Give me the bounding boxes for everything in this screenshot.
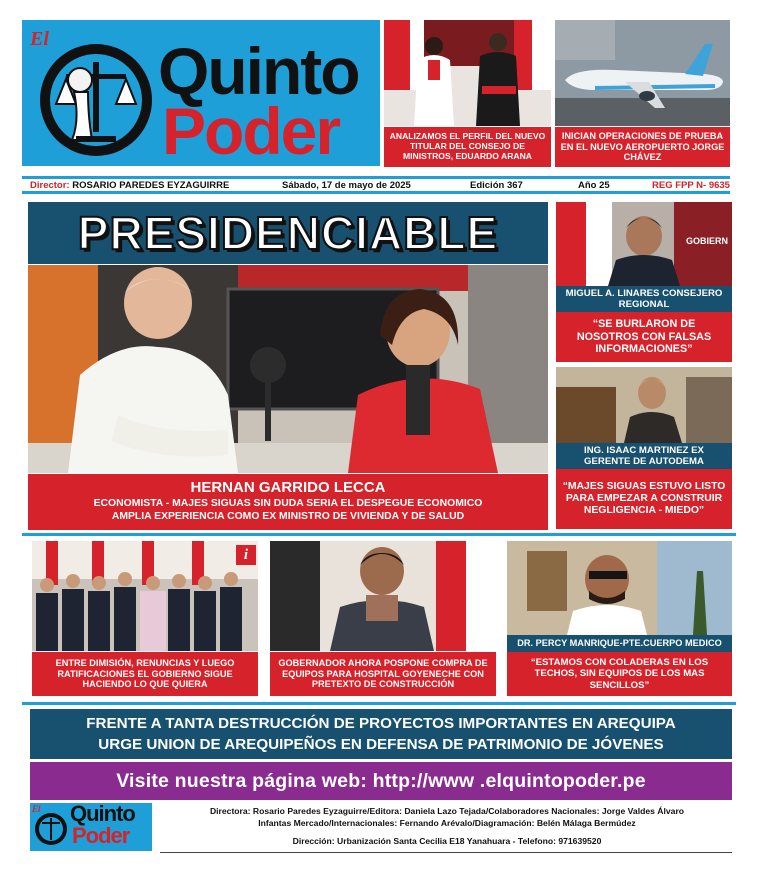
- bottom-story-photo-2: [270, 541, 496, 651]
- doctor-photo-icon: [507, 541, 732, 635]
- website-banner[interactable]: [30, 762, 732, 800]
- footer-credits: [160, 805, 734, 829]
- top-story-photo-1: [384, 20, 551, 126]
- website-banner-text[interactable]: Visite nuestra página web: http://www .elquintopoder.pe: [116, 769, 646, 792]
- side-story-quote-2: “MAJES SIGUAS ESTUVO LISTO PARA EMPEZAR A CONSTRUIR NEGLIGENCIA - MIEDO”: [556, 469, 732, 529]
- footer-credits-line-1: Directora: Rosario Paredes Eyzaguirre/Editora: Daniela Lazo Tejada/Colaboradores Nacionales: Jorge Valdes Álvaro: [209, 806, 685, 816]
- registration-number: REG FPP N- 9635: [652, 179, 730, 191]
- headline-line-1: FRENTE A TANTA DESTRUCCIÓN DE PROYECTOS IMPORTANTES EN AREQUIPA: [86, 715, 676, 732]
- top-story-photo-2: [555, 20, 730, 126]
- lead-caption: [28, 474, 548, 530]
- logo-el-text: El: [30, 28, 49, 50]
- bottom-story-photo-3: [507, 541, 732, 635]
- justice-emblem-icon: [36, 40, 156, 160]
- section-divider-2: [22, 702, 736, 705]
- lead-line-1: ECONOMISTA - MAJES SIGUAS SIN DUDA SERIA EL DESPEGUE ECONOMICO: [93, 498, 483, 509]
- lead-photo: [28, 265, 548, 473]
- bottom-story-quote-3: “ESTAMOS CON COLADERAS EN LOS TECHOS, SIN EQUIPOS DE LOS MAS SENCILLOS”: [507, 652, 732, 696]
- interview-photo-icon: [28, 265, 548, 473]
- top-story-caption-2: INICIAN OPERACIONES DE PRUEBA EN EL NUEVO AEROPUERTO JORGE CHÁVEZ: [555, 127, 730, 167]
- footer-logo-quinto: Quinto: [70, 803, 135, 826]
- governor-photo-icon: [270, 541, 496, 651]
- footer-logo: [30, 803, 152, 851]
- side-story-quote-1: “SE BURLARON DE NOSOTROS CON FALSAS INFORMACIONES”: [556, 312, 732, 362]
- side-story-photo-1: [556, 202, 732, 286]
- bottom-story-name-3: DR. PERCY MANRIQUE-PTE.CUERPO MEDICO: [507, 635, 732, 652]
- top-story-caption-1: ANALIZAMOS EL PERFIL DEL NUEVO TITULAR DEL CONSEJO DE MINISTROS, EDUARDO ARANA: [384, 127, 551, 167]
- side-story-name-1: MIGUEL A. LINARES CONSEJERO REGIONAL: [556, 286, 732, 312]
- logo-quinto-text: Quinto: [158, 34, 359, 108]
- bottom-story-caption-2: GOBERNADOR AHORA POSPONE COMPRA DE EQUIPOS PARA HOSPITAL GOYENECHE CON PRETEXTO DE CONSTRUCCIÓN: [270, 652, 496, 696]
- footer-credits-line-2: Infantas Mercado/Internacionales: Fernando Arévalo/Diagramación: Belén Málaga Bermúdez: [258, 818, 636, 828]
- section-divider: [22, 533, 736, 536]
- engineer-photo-icon: [556, 367, 732, 443]
- lead-line-2: AMPLIA EXPERIENCIA COMO EX MINISTRO DE VIVIENDA Y DE SALUD: [111, 511, 465, 522]
- issue-date: Sábado, 17 de mayo de 2025: [282, 179, 411, 191]
- footer-logo-el: El: [32, 804, 41, 814]
- lead-banner: [28, 202, 548, 264]
- lead-person-name: HERNAN GARRIDO LECCA: [190, 479, 386, 496]
- director-info: [30, 180, 229, 191]
- footer-address: Dirección: Urbanización Santa Cecilia E18 Yanahuara - Telefono: 971639520: [292, 836, 602, 846]
- bottom-story-photo-1: [32, 541, 258, 651]
- info-bar: [22, 176, 730, 194]
- side-story-name-2: ING. ISAAC MARTINEZ EX GERENTE DE AUTODEMA: [556, 443, 732, 469]
- footer-emblem-icon: [33, 811, 69, 847]
- side-photo-text: GOBIERN: [685, 236, 728, 246]
- airplane-photo-icon: [555, 20, 730, 126]
- footer-logo-poder: Poder: [72, 823, 130, 848]
- headline-line-2: URGE UNION DE AREQUIPEÑOS EN DEFENSA DE PATRIMONIO DE JÓVENES: [98, 736, 664, 753]
- logo-poder-text: Poder: [162, 94, 340, 166]
- director-label: Director:: [30, 179, 70, 191]
- cabinet-photo-icon: [32, 541, 258, 651]
- year-number: Año 25: [578, 179, 610, 191]
- ceremony-photo-icon: [384, 20, 551, 126]
- info-badge-icon: i: [236, 545, 256, 565]
- bottom-story-caption-1: ENTRE DIMISIÓN, RENUNCIAS Y LUEGO RATIFICACIONES EL GOBIERNO SIGUE HACIENDO LO QUE QUIERA: [32, 652, 258, 696]
- headline-banner: [30, 709, 732, 759]
- masthead-logo: [22, 20, 380, 166]
- edition-number: Edición 367: [470, 179, 523, 191]
- director-name: ROSARIO PAREDES EYZAGUIRRE: [72, 179, 230, 191]
- side-story-photo-2: [556, 367, 732, 443]
- lead-banner-text: PRESIDENCIABLE: [77, 207, 499, 259]
- footer-rule: [160, 852, 732, 853]
